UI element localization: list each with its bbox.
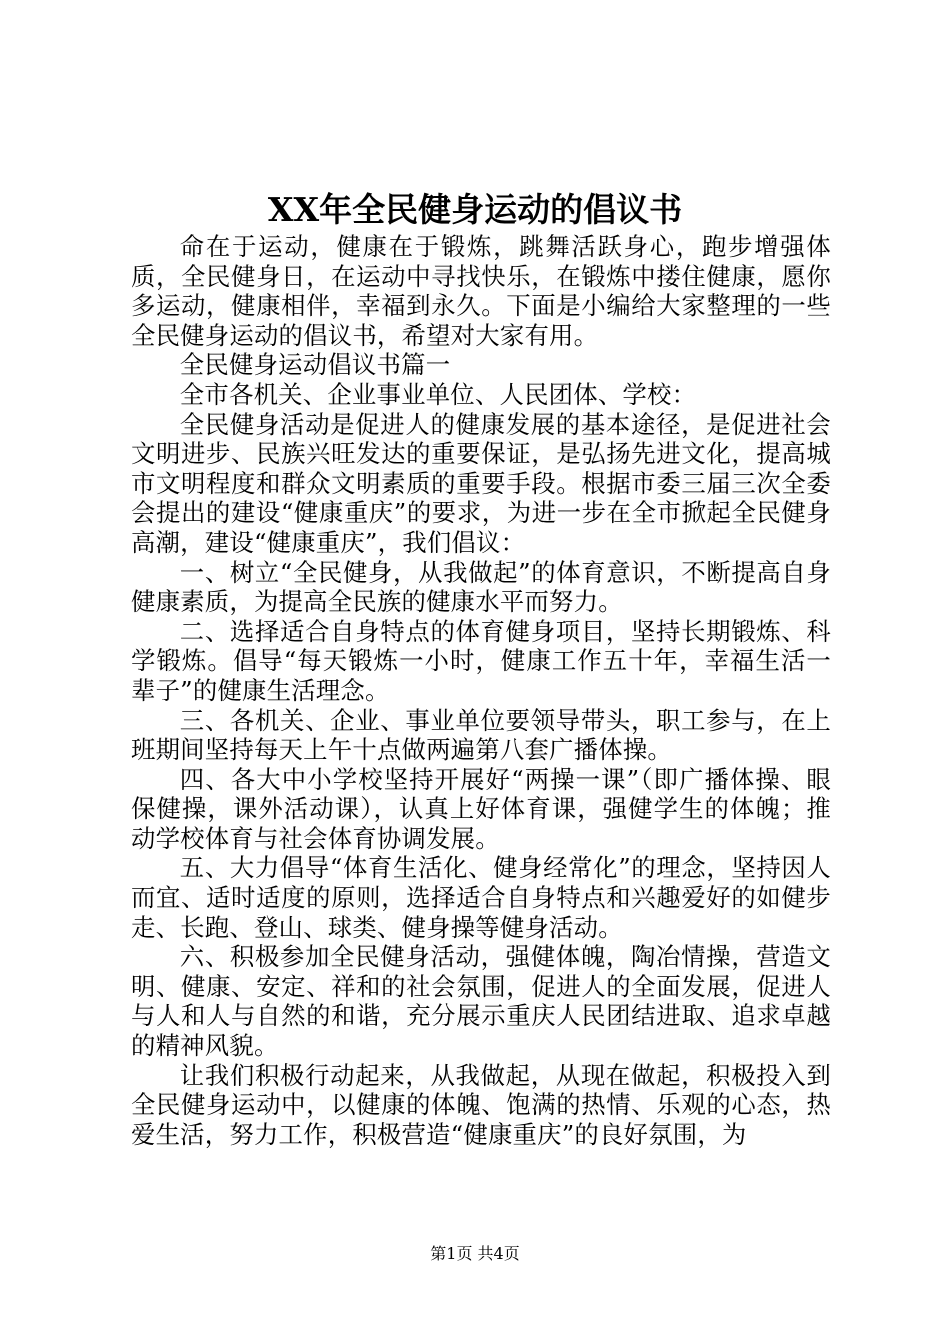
paragraph-item-1: 一、树立“全民健身，从我做起”的体育意识，不断提高自身健康素质，为提高全民族的健康水平而努力。 xyxy=(131,557,831,617)
page-indicator: 第1页 共4页 xyxy=(430,1244,520,1263)
paragraph-section-heading: 全民健身运动倡议书篇一 xyxy=(179,350,451,380)
paragraph-preamble: 全民健身活动是促进人的健康发展的基本途径，是促进社会文明进步、民族兴旺发达的重要保证，是弘扬先进文化，提高城市文明程度和群众文明素质的重要手段。根据市委三届三次全委会提出的建设“健康重庆”的要求，为进一步在全市掀起全民健身高潮，建设“健康重庆”，我们倡议： xyxy=(131,409,831,557)
paragraph-item-6: 六、积极参加全民健身活动，强健体魄，陶冶情操，营造文明、健康、安定、祥和的社会氛围，促进人的全面发展，促进人与人和人与自然的和谐，充分展示重庆人民团结进取、追求卓越的精神风貌。 xyxy=(131,942,831,1061)
paragraph-item-4: 四、各大中小学校坚持开展好“两操一课”（即广播体操、眼保健操，课外活动课），认真上好体育课，强健学生的体魄；推动学校体育与社会体育协调发展。 xyxy=(131,764,831,853)
paragraph-salutation: 全市各机关、企业事业单位、人民团体、学校： xyxy=(179,379,697,409)
document-body xyxy=(131,232,831,1149)
paragraph-closing: 让我们积极行动起来，从我做起，从现在做起，积极投入到全民健身运动中，以健康的体魄、饱满的热情、乐观的心态，热爱生活，努力工作，积极营造“健康重庆”的良好氛围，为 xyxy=(131,1060,831,1149)
paragraph-intro: 命在于运动，健康在于锻炼，跳舞活跃身心，跑步增强体质，全民健身日，在运动中寻找快乐，在锻炼中搂住健康，愿你多运动，健康相伴，幸福到永久。下面是小编给大家整理的一些全民健身运动的倡议书，希望对大家有用。 xyxy=(131,232,831,350)
paragraph-item-3: 三、各机关、企业、事业单位要领导带头，职工参与，在上班期间坚持每天上午十点做两遍第八套广播体操。 xyxy=(131,705,831,765)
document-title: XX年全民健身运动的倡议书 xyxy=(267,190,683,229)
paragraph-item-5: 五、大力倡导“体育生活化、健身经常化”的理念，坚持因人而宜、适时适度的原则，选择适合自身特点和兴趣爱好的如健步走、长跑、登山、球类、健身操等健身活动。 xyxy=(131,853,831,942)
paragraph-item-2: 二、选择适合自身特点的体育健身项目，坚持长期锻炼、科学锻炼。倡导“每天锻炼一小时，健康工作五十年，幸福生活一辈子”的健康生活理念。 xyxy=(131,616,831,705)
